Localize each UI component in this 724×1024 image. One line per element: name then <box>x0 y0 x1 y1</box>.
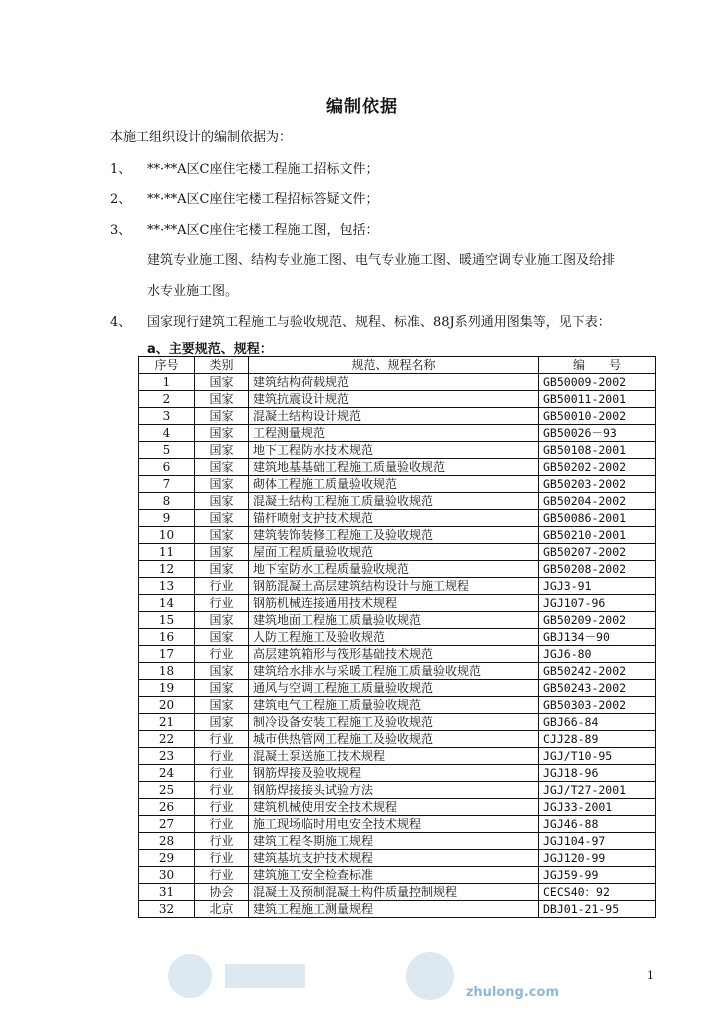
table-row <box>139 595 656 612</box>
row-name: 通风与空调工程施工质量验收规范 <box>249 680 539 697</box>
intro-text: 本施工组织设计的编制依据为： <box>110 130 293 145</box>
table-row <box>139 901 656 918</box>
table-row <box>139 510 656 527</box>
item-text: **·**A区C座住宅楼工程招标答疑文件； <box>147 192 379 207</box>
item-text: **·**A区C座住宅楼工程施工招标文件； <box>147 162 379 177</box>
row-name: 建筑装饰装修工程施工及验收规范 <box>249 527 539 544</box>
row-code: GB50202-2002 <box>539 459 656 476</box>
row-code: CJJ28-89 <box>539 731 656 748</box>
table-row <box>139 833 656 850</box>
row-category: 国家 <box>195 510 249 527</box>
standards-table <box>138 356 656 918</box>
table-row <box>139 731 656 748</box>
row-index: 17 <box>139 646 195 663</box>
row-index: 14 <box>139 595 195 612</box>
page-number: 1 <box>647 969 654 982</box>
row-index: 13 <box>139 578 195 595</box>
table-body <box>139 374 656 918</box>
item-number: 1、 <box>110 162 132 177</box>
row-category: 行业 <box>195 867 249 884</box>
row-category: 国家 <box>195 544 249 561</box>
row-index: 31 <box>139 884 195 901</box>
row-category: 国家 <box>195 459 249 476</box>
table-row <box>139 697 656 714</box>
row-name: 高层建筑箱形与筏形基础技术规范 <box>249 646 539 663</box>
row-index: 32 <box>139 901 195 918</box>
row-name: 屋面工程质量验收规范 <box>249 544 539 561</box>
row-code: GB50203-2002 <box>539 476 656 493</box>
row-code: GB50243-2002 <box>539 680 656 697</box>
row-code: JGJ46-88 <box>539 816 656 833</box>
header-category: 类别 <box>195 357 249 374</box>
row-index: 22 <box>139 731 195 748</box>
item-number: 2、 <box>110 192 132 207</box>
row-category: 行业 <box>195 748 249 765</box>
table-row <box>139 493 656 510</box>
row-index: 29 <box>139 850 195 867</box>
row-category: 行业 <box>195 833 249 850</box>
item-text: **·**A区C座住宅楼工程施工图，包括： <box>147 223 379 238</box>
row-index: 5 <box>139 442 195 459</box>
row-category: 国家 <box>195 425 249 442</box>
row-name: 建筑给水排水与采暖工程施工质量验收规范 <box>249 663 539 680</box>
row-index: 8 <box>139 493 195 510</box>
row-category: 协会 <box>195 884 249 901</box>
row-code: GB50086-2001 <box>539 510 656 527</box>
row-name: 建筑机械使用安全技术规程 <box>249 799 539 816</box>
table-row <box>139 425 656 442</box>
table-row <box>139 782 656 799</box>
row-code: GB50204-2002 <box>539 493 656 510</box>
row-index: 21 <box>139 714 195 731</box>
row-category: 国家 <box>195 697 249 714</box>
row-category: 行业 <box>195 816 249 833</box>
table-row <box>139 612 656 629</box>
row-name: 人防工程施工及验收规范 <box>249 629 539 646</box>
row-index: 20 <box>139 697 195 714</box>
table-row <box>139 850 656 867</box>
row-name: 建筑工程施工测量规程 <box>249 901 539 918</box>
row-category: 国家 <box>195 493 249 510</box>
section-subheading: a、主要规范、规程： <box>147 342 273 357</box>
row-code: GB50210-2001 <box>539 527 656 544</box>
header-code: 编 号 <box>539 357 656 374</box>
row-code: GBJ66-84 <box>539 714 656 731</box>
table-row <box>139 527 656 544</box>
table-row <box>139 442 656 459</box>
row-index: 19 <box>139 680 195 697</box>
row-category: 国家 <box>195 714 249 731</box>
row-category: 行业 <box>195 578 249 595</box>
row-name: 钢筋焊接及验收规程 <box>249 765 539 782</box>
row-category: 国家 <box>195 391 249 408</box>
row-code: GB50010-2002 <box>539 408 656 425</box>
row-name: 建筑地面工程施工质量验收规范 <box>249 612 539 629</box>
table-row <box>139 408 656 425</box>
row-index: 18 <box>139 663 195 680</box>
row-index: 23 <box>139 748 195 765</box>
row-name: 建筑施工安全检查标准 <box>249 867 539 884</box>
row-name: 混凝土泵送施工技术规程 <box>249 748 539 765</box>
row-code: GBJ134－90 <box>539 629 656 646</box>
row-index: 16 <box>139 629 195 646</box>
table-row <box>139 748 656 765</box>
table-row <box>139 646 656 663</box>
table-row <box>139 391 656 408</box>
row-name: 建筑基坑支护技术规程 <box>249 850 539 867</box>
row-category: 行业 <box>195 765 249 782</box>
row-code: JGJ6-80 <box>539 646 656 663</box>
table-row <box>139 561 656 578</box>
row-name: 混凝土结构设计规范 <box>249 408 539 425</box>
row-category: 行业 <box>195 595 249 612</box>
row-index: 4 <box>139 425 195 442</box>
row-name: 城市供热管网工程施工及验收规范 <box>249 731 539 748</box>
row-code: GB50009-2002 <box>539 374 656 391</box>
row-name: 建筑地基基础工程施工质量验收规范 <box>249 459 539 476</box>
row-code: JGJ59-99 <box>539 867 656 884</box>
row-code: JGJ3-91 <box>539 578 656 595</box>
row-category: 国家 <box>195 374 249 391</box>
table-row <box>139 714 656 731</box>
row-index: 7 <box>139 476 195 493</box>
row-name: 混凝土及预制混凝土构件质量控制规程 <box>249 884 539 901</box>
row-index: 28 <box>139 833 195 850</box>
table-row <box>139 680 656 697</box>
row-code: GB50209-2002 <box>539 612 656 629</box>
row-category: 国家 <box>195 476 249 493</box>
row-index: 27 <box>139 816 195 833</box>
row-index: 15 <box>139 612 195 629</box>
page-title: 编制依据 <box>326 97 398 117</box>
row-category: 国家 <box>195 408 249 425</box>
row-code: JGJ104-97 <box>539 833 656 850</box>
row-name: 施工现场临时用电安全技术规程 <box>249 816 539 833</box>
header-name: 规范、规程名称 <box>249 357 539 374</box>
row-name: 钢筋混凝土高层建筑结构设计与施工规程 <box>249 578 539 595</box>
table-row <box>139 629 656 646</box>
table-row <box>139 578 656 595</box>
row-index: 26 <box>139 799 195 816</box>
row-index: 30 <box>139 867 195 884</box>
row-name: 砌体工程施工质量验收规范 <box>249 476 539 493</box>
row-code: GB50011-2001 <box>539 391 656 408</box>
row-code: GB50208-2002 <box>539 561 656 578</box>
item-text: 国家现行建筑工程施工与验收规范、规程、标准、88J系列通用图集等，见下表： <box>147 315 611 330</box>
row-category: 行业 <box>195 646 249 663</box>
row-code: DBJ01-21-95 <box>539 901 656 918</box>
row-category: 国家 <box>195 527 249 544</box>
item-number: 3、 <box>110 223 132 238</box>
row-name: 钢筋机械连接通用技术规程 <box>249 595 539 612</box>
row-name: 建筑结构荷载规范 <box>249 374 539 391</box>
watermark-text: zhulong.com <box>465 985 559 1000</box>
row-category: 行业 <box>195 799 249 816</box>
table-row <box>139 799 656 816</box>
row-name: 制冷设备安装工程施工及验收规范 <box>249 714 539 731</box>
row-index: 24 <box>139 765 195 782</box>
table-row <box>139 544 656 561</box>
row-name: 工程测量规范 <box>249 425 539 442</box>
table-row <box>139 663 656 680</box>
row-name: 锚杆喷射支护技术规范 <box>249 510 539 527</box>
row-index: 6 <box>139 459 195 476</box>
table-row <box>139 816 656 833</box>
row-code: JGJ33-2001 <box>539 799 656 816</box>
item-text: 水专业施工图。 <box>147 284 239 299</box>
row-category: 国家 <box>195 442 249 459</box>
row-category: 北京 <box>195 901 249 918</box>
row-index: 10 <box>139 527 195 544</box>
row-name: 建筑抗震设计规范 <box>249 391 539 408</box>
row-name: 建筑电气工程施工质量验收规范 <box>249 697 539 714</box>
row-name: 钢筋焊接接头试验方法 <box>249 782 539 799</box>
table-row <box>139 867 656 884</box>
row-code: GB50242-2002 <box>539 663 656 680</box>
item-number: 4、 <box>110 315 132 330</box>
row-name: 地下室防水工程质量验收规范 <box>249 561 539 578</box>
row-category: 国家 <box>195 663 249 680</box>
row-category: 国家 <box>195 680 249 697</box>
table-row <box>139 884 656 901</box>
row-index: 25 <box>139 782 195 799</box>
item-text: 建筑专业施工图、结构专业施工图、电气专业施工图、暖通空调专业施工图及给排 <box>147 253 616 268</box>
row-category: 行业 <box>195 782 249 799</box>
row-name: 地下工程防水技术规范 <box>249 442 539 459</box>
row-code: GB50303-2002 <box>539 697 656 714</box>
row-index: 11 <box>139 544 195 561</box>
row-code: JGJ/T10-95 <box>539 748 656 765</box>
row-code: JGJ120-99 <box>539 850 656 867</box>
table-row <box>139 374 656 391</box>
row-code: CECS40：92 <box>539 884 656 901</box>
row-category: 国家 <box>195 629 249 646</box>
row-category: 国家 <box>195 561 249 578</box>
table-row <box>139 765 656 782</box>
header-index: 序号 <box>139 357 195 374</box>
row-index: 12 <box>139 561 195 578</box>
row-index: 9 <box>139 510 195 527</box>
row-code: JGJ107-96 <box>539 595 656 612</box>
table-header-row <box>139 357 656 374</box>
row-category: 行业 <box>195 731 249 748</box>
row-code: GB50026－93 <box>539 425 656 442</box>
row-category: 国家 <box>195 612 249 629</box>
row-code: JGJ/T27-2001 <box>539 782 656 799</box>
row-index: 2 <box>139 391 195 408</box>
row-code: JGJ18-96 <box>539 765 656 782</box>
row-index: 1 <box>139 374 195 391</box>
row-name: 混凝土结构工程施工质量验收规范 <box>249 493 539 510</box>
table-row <box>139 459 656 476</box>
row-category: 行业 <box>195 850 249 867</box>
row-code: GB50207-2002 <box>539 544 656 561</box>
row-name: 建筑工程冬期施工规程 <box>249 833 539 850</box>
row-code: GB50108-2001 <box>539 442 656 459</box>
table-row <box>139 476 656 493</box>
row-index: 3 <box>139 408 195 425</box>
